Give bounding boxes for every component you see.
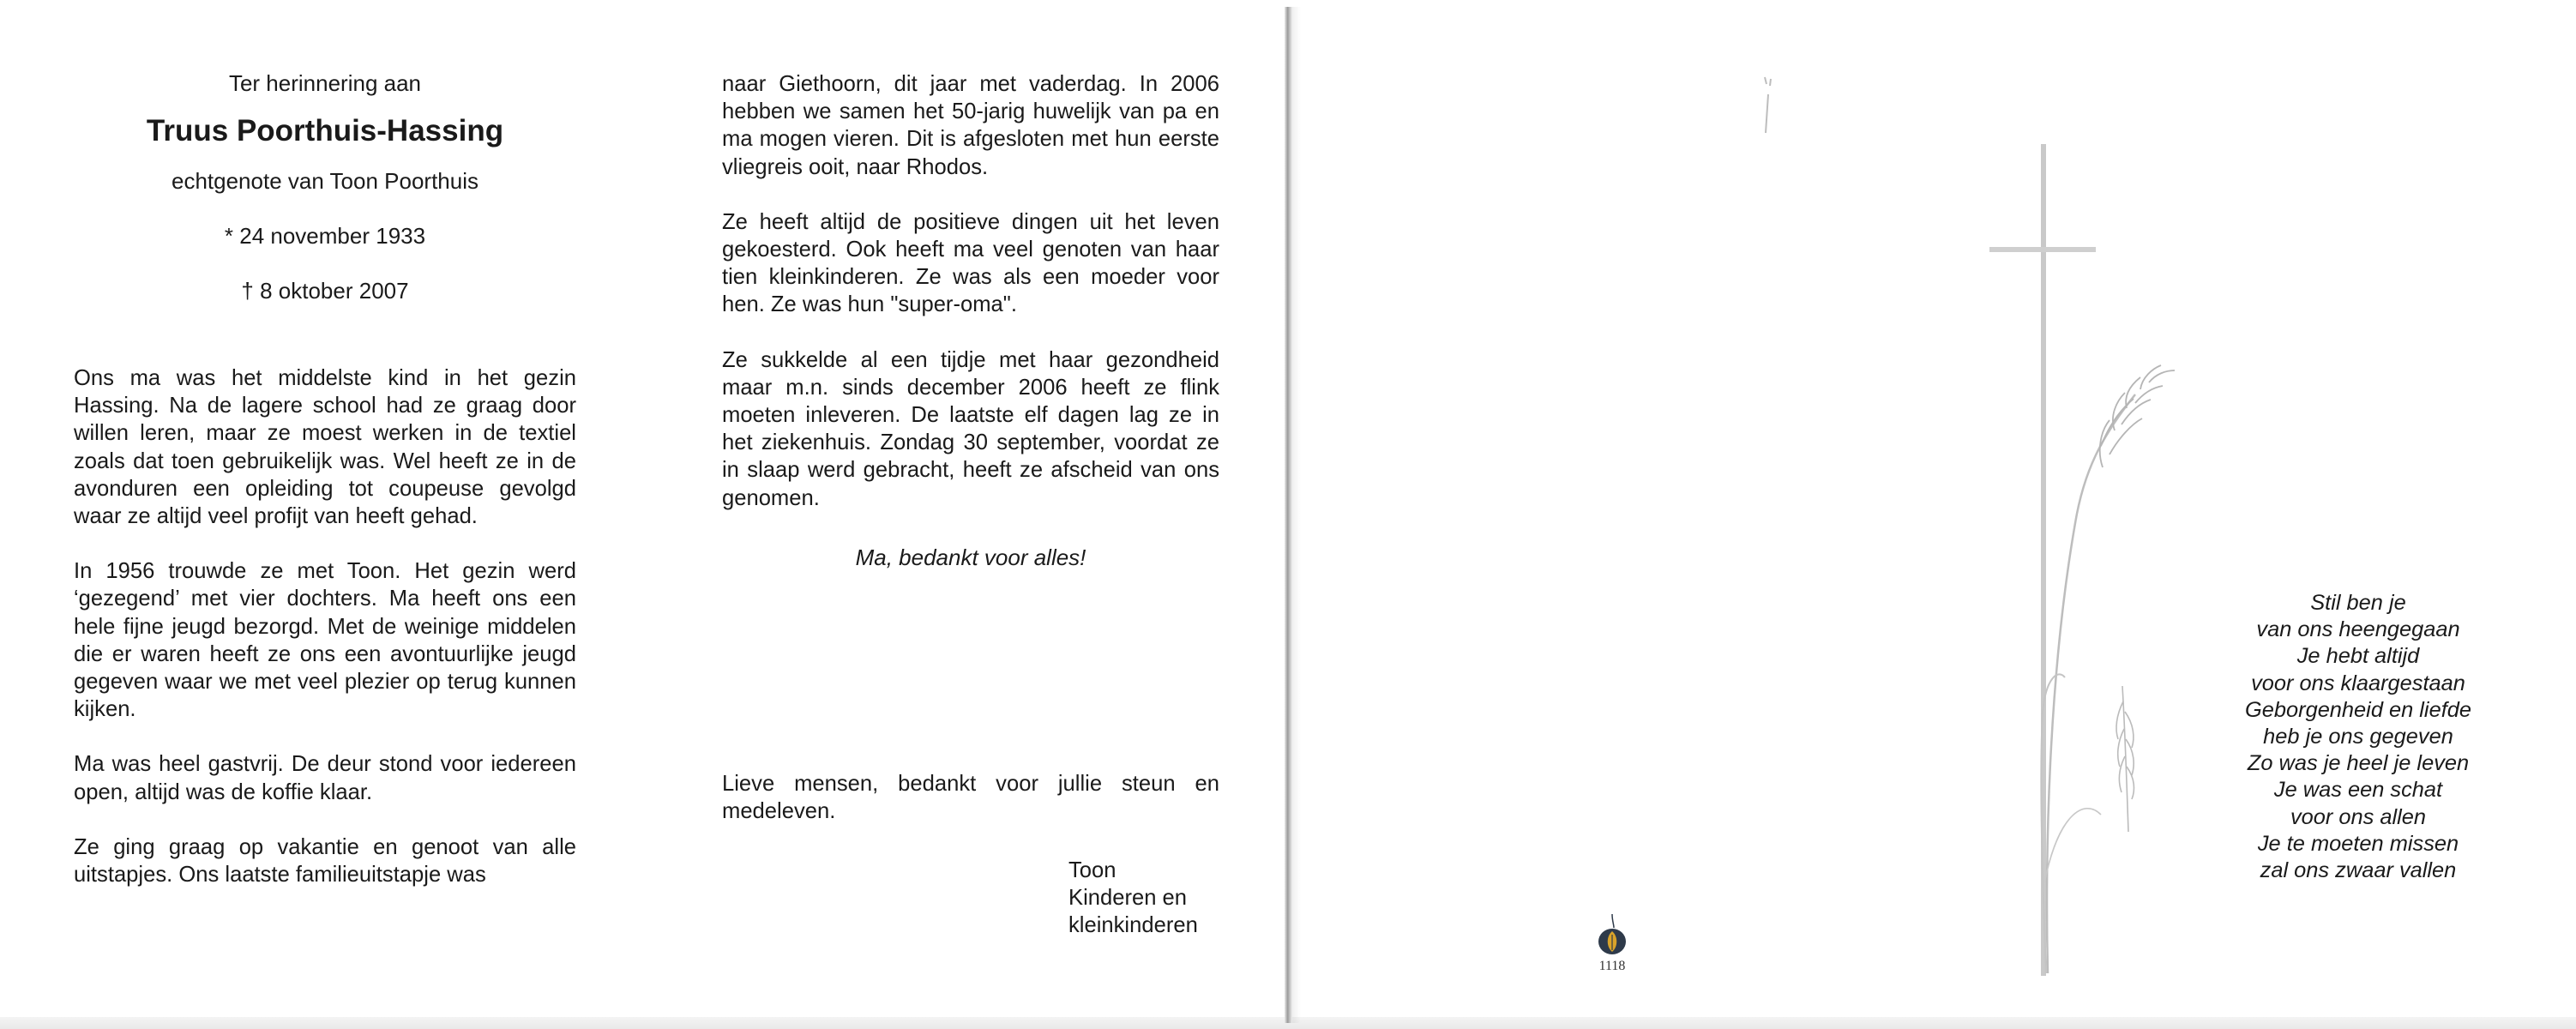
publisher-code: 1118 xyxy=(1598,959,1626,973)
thanks-line: Ma, bedankt voor alles! xyxy=(855,544,1086,570)
signature-line: Toon xyxy=(1068,858,1116,882)
death-date: † 8 oktober 2007 xyxy=(241,278,409,304)
birth-date: * 24 november 1933 xyxy=(224,223,426,249)
paragraph: Ze ging graag op vakantie en genoot van alle uitstapjes. Ons laatste familieuitstapje was xyxy=(74,834,576,888)
card-fold xyxy=(1285,7,1292,1023)
poem-line: Je te moeten missen xyxy=(2257,831,2459,856)
card-fold-shadow xyxy=(1292,7,1301,1023)
poem-line: voor ons allen xyxy=(2290,804,2427,829)
signature xyxy=(1068,857,1198,940)
paragraph: naar Giethoorn, dit jaar met vaderdag. In 2006 hebben we samen het 50-jarig huwelijk van pa en ma mogen vieren. Dit is afgesloten met hun eerste vliegreis ooit, naar Rhodos. xyxy=(722,72,1219,179)
spouse-line: echtgenote van Toon Poorthuis xyxy=(171,168,478,194)
poem-line: Je hebt altijd xyxy=(2296,644,2420,669)
publisher-logo-icon xyxy=(1595,911,1629,962)
signature-line: Kinderen en xyxy=(1068,886,1188,911)
header-block xyxy=(74,67,576,307)
poem-line: Zo was je heel je leven xyxy=(2247,751,2470,776)
paragraph: Ons ma was het middelste kind in het gezin Hassing. Na de lagere school had ze graag door willen leren, maar ze moest werken in de textiel zoals dat toen gebruikelijk was. Wel heeft ze in de avonduren een opleiding tot coupeuse gevolgd waar ze altijd veel profijt van heeft gehad. xyxy=(74,366,576,529)
intro-line: Ter herinnering aan xyxy=(228,70,422,96)
paragraph: Ze sukkelde al een tijdje met haar gezondheid maar m.n. sinds december 2006 heeft ze flink moeten inleveren. De laatste elf dagen lag ze in het ziekenhuis. Zondag 30 september, voordat ze in slaap werd gebracht, heeft ze afscheid van ons genomen. xyxy=(722,347,1219,510)
paragraph: In 1956 trouwde ze met Toon. Het gezin werd ‘gezegend’ met vier dochters. Ma heeft ons een hele fijne jeugd bezorgd. Met de weinige middelen die er waren heeft ze ons een avontuurlijke jeugd gegeven waar we met veel plezier op terug kunnen kijken. xyxy=(74,559,576,722)
poem-line: Je was een schat xyxy=(2273,778,2443,803)
middle-column xyxy=(722,70,1219,572)
deceased-name: Truus Poorthuis-Hassing xyxy=(146,114,504,147)
cross-with-wheat-icon xyxy=(1972,129,2212,986)
biography-part-1 xyxy=(74,364,576,888)
left-column xyxy=(74,67,576,916)
faint-mark xyxy=(1749,69,1784,146)
poem-line: van ons heengegaan xyxy=(2256,617,2460,642)
signature-line: kleinkinderen xyxy=(1068,913,1198,938)
poem-line: Stil ben je xyxy=(2310,591,2406,615)
poem-line: zal ons zwaar vallen xyxy=(2260,858,2457,883)
paragraph: Ma was heel gastvrij. De deur stond voor iedereen open, altijd was de koffie klaar. xyxy=(74,752,576,804)
paragraph: Ze heeft altijd de positieve dingen uit het leven gekoesterd. Ook heeft ma veel genoten van haar tien kleinkinderen. Ze was als een moeder voor hen. Ze was hun "super-oma". xyxy=(722,209,1219,317)
closing-thanks: Lieve mensen, bedankt voor jullie steun en medeleven. xyxy=(722,772,1219,824)
poem-line: heb je ons gegeven xyxy=(2263,725,2453,749)
poem xyxy=(2204,590,2513,884)
poem-line: voor ons klaargestaan xyxy=(2251,671,2465,695)
poem-line: Geborgenheid en liefde xyxy=(2245,697,2471,722)
